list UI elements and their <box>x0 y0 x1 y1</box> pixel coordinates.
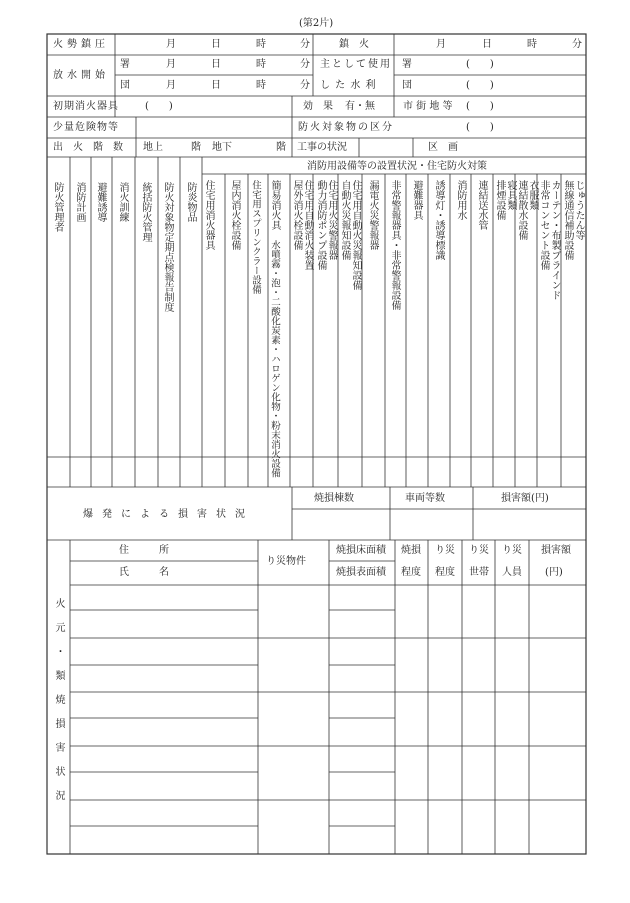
damage-header-2: (円) <box>545 567 563 578</box>
burned-buildings-label: 焼損棟数 <box>314 493 354 504</box>
burn-degree-2: 程度 <box>401 567 421 578</box>
zone-label: 区 画 <box>428 142 458 153</box>
col-outdoor-hydrant: 屋外消火栓設備 <box>291 180 302 250</box>
col-home-fire-alarm: 住宅用火災警報器 <box>326 180 337 260</box>
col-special-extinguishing: 水噴霧・泡・二酸化炭素・ハロゲン化物・粉末消火設備 <box>269 240 280 478</box>
col-auto-fire-alarm: 自動火災報知設備 <box>339 180 350 260</box>
hour-label: 時 <box>256 39 266 50</box>
victim-persons-1: り災 <box>502 545 522 556</box>
col-connected-pipe: 連結送水管 <box>476 180 487 230</box>
paren-4: ( ) <box>466 122 494 133</box>
r-hour-label: 時 <box>527 39 537 50</box>
col-simple-extinguisher: 簡易消火具 <box>269 180 280 230</box>
burn-degree-1: 焼損 <box>401 545 421 556</box>
fire-floor-label: 出 火 階 数 <box>53 142 123 153</box>
month-label: 月 <box>166 39 176 50</box>
victim-household-1: り災 <box>469 545 489 556</box>
name-label: 氏 名 <box>119 567 169 578</box>
damage-side-label: 火元・類焼損害状況 <box>53 598 64 814</box>
initial-extinguisher-label: 初期消火器具 <box>53 101 119 112</box>
fire-suppression-label: 火勢鎮圧 <box>53 39 109 50</box>
victim-household-2: 世帯 <box>469 567 489 578</box>
damage-amount-label: 損害額(円) <box>501 493 549 504</box>
col-emergency-alarm: 非常警報器具・非常警報設備 <box>389 180 400 310</box>
construction-label: 工事の状況 <box>297 142 347 153</box>
vehicles-label: 車両等数 <box>405 493 445 504</box>
col-indoor-hydrant: 屋内消火栓設備 <box>229 180 240 250</box>
day-label-2a: 日 <box>211 59 221 70</box>
hour-label-2a: 時 <box>256 59 266 70</box>
col-radio-aux: 無線通信補助設備 <box>562 180 573 260</box>
district-paren: ( ) <box>466 101 494 112</box>
brigade-label: 団 <box>120 80 130 91</box>
water-start-label: 放水開始 <box>53 70 109 81</box>
col-evacuation: 避難誘導 <box>95 182 106 222</box>
victim-persons-2: 人員 <box>502 567 522 578</box>
col-curtain: カーテン・布製ブラインド <box>549 180 560 300</box>
col-fire-manager: 防火管理者 <box>52 182 63 232</box>
minute-label: 分 <box>300 39 310 50</box>
equipment-header: 消防用設備等の設置状況・住宅防火対策 <box>307 161 487 172</box>
district-label: 市 街 地 等 <box>403 101 453 112</box>
victim-property-label: り災物件 <box>266 556 306 567</box>
above-ground-label: 地上 <box>143 142 163 153</box>
r-month-label: 月 <box>436 39 446 50</box>
col-smoke-exhaust: 排煙設備 <box>494 180 505 220</box>
address-label: 住 所 <box>119 545 169 556</box>
r-minute-label: 分 <box>572 39 582 50</box>
day-label-2b: 日 <box>211 80 221 91</box>
paren-2b: ( ) <box>466 80 494 91</box>
month-label-2b: 月 <box>166 80 176 91</box>
col-fire-plan: 消防計画 <box>74 182 85 222</box>
day-label: 日 <box>211 39 221 50</box>
col-home-extinguisher: 住宅用消火器具 <box>203 180 214 250</box>
col-carpet: じゅうたん等 <box>573 180 584 240</box>
col-bedding: 寝具類 <box>505 180 516 210</box>
r-station-label: 署 <box>402 59 412 70</box>
damage-header-1: 損害額 <box>541 545 571 556</box>
water-source-label-1: 主として使用 <box>320 59 392 70</box>
floor-label-1: 階 <box>191 142 201 153</box>
col-power-pump: 動力消防ポンプ設備 <box>315 180 326 270</box>
fire-object-class-label: 防火対象物の区分 <box>298 122 394 133</box>
col-emergency-outlet: 非常コンセント設備 <box>538 180 549 270</box>
col-home-sprinkler: 住宅用スプリンクラー設備 <box>250 180 261 294</box>
minute-label-2a: 分 <box>300 59 310 70</box>
col-fire-drill: 消火訓練 <box>117 182 128 222</box>
col-clothing: 衣服類 <box>527 180 538 210</box>
hour-label-2b: 時 <box>256 80 266 91</box>
floor-area-label: 焼損床面積 <box>336 545 386 556</box>
col-home-auto-alarm: 住宅用自動火災報知設備 <box>350 180 361 290</box>
col-leakage-alarm: 漏電火災警報器 <box>367 180 378 250</box>
r-day-label: 日 <box>482 39 492 50</box>
col-inspection-report: 防火対象物定期点検報告制度 <box>162 182 173 312</box>
small-hazmat-label: 少量危険物等 <box>53 122 119 133</box>
explosion-label: 爆発による損害状況 <box>83 509 254 520</box>
below-ground-label: 地下 <box>212 142 232 153</box>
col-home-auto-extinguish: 住宅用自動消火装置 <box>302 180 313 270</box>
water-source-label-2: し た 水 利 <box>320 80 377 91</box>
effect-label: 効 果 <box>303 101 333 112</box>
month-label-2a: 月 <box>166 59 176 70</box>
minute-label-2b: 分 <box>300 80 310 91</box>
col-guide-light: 誘導灯・誘導標識 <box>433 180 444 260</box>
victim-degree-1: り災 <box>435 545 455 556</box>
r-brigade-label: 団 <box>402 80 412 91</box>
paren-2a: ( ) <box>466 59 494 70</box>
col-fire-water: 消防用水 <box>455 180 466 220</box>
extinguished-label: 鎮 火 <box>339 39 369 50</box>
page-number: (第2片) <box>299 18 334 29</box>
floor-label-2: 階 <box>276 142 286 153</box>
col-sprinkle-equipment: 連結散水設備 <box>516 180 527 240</box>
col-flame-proof: 防炎物品 <box>185 182 196 222</box>
paren-3: ( ) <box>145 101 173 112</box>
col-escape-device: 避難器具 <box>411 180 422 220</box>
victim-degree-2: 程度 <box>435 567 455 578</box>
surface-area-label: 焼損表面積 <box>336 567 386 578</box>
col-general-manager: 統括防火管理 <box>140 182 151 242</box>
effect-value: 有・無 <box>345 101 375 112</box>
station-label: 署 <box>120 59 130 70</box>
